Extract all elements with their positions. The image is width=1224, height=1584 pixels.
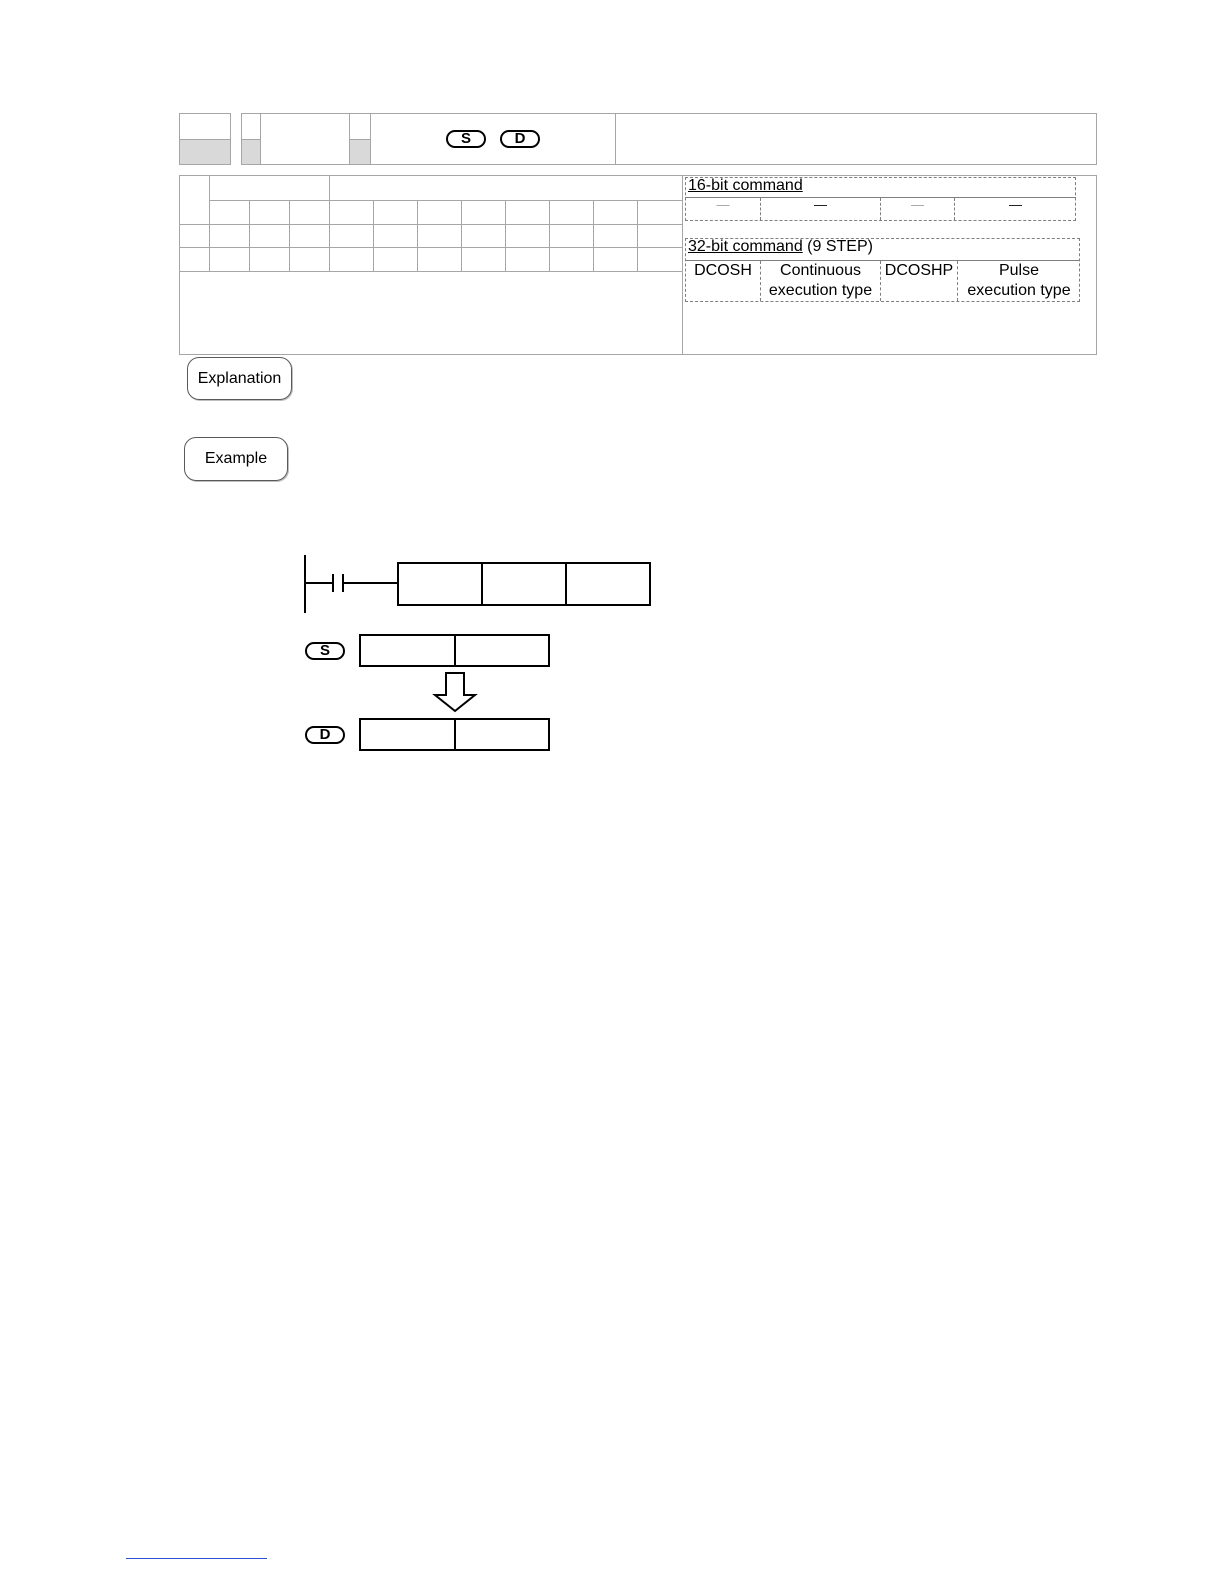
grid-cell [462, 248, 506, 272]
mnemonic-header [241, 113, 1097, 165]
command-16-cell: — [814, 197, 827, 212]
operand-d-box [565, 562, 651, 606]
grid-cell [290, 225, 330, 248]
command-16-cell: — [911, 197, 924, 212]
grid-cell [210, 201, 250, 225]
grid-cell [638, 225, 683, 248]
grid-cell [462, 201, 506, 225]
pulse-type-line1: Pulse [998, 262, 1040, 279]
continuous-type-line2: execution type [768, 282, 873, 299]
p-flag-shade [350, 139, 370, 164]
grid-cell [290, 248, 330, 272]
instruction-box [397, 562, 483, 606]
function-cell [616, 114, 1096, 164]
grid-row-label [180, 225, 210, 248]
dest-register-low [454, 718, 550, 751]
grid-cell [638, 201, 683, 225]
diagram-d-badge: D [305, 726, 345, 744]
command-16-cell: — [716, 197, 730, 212]
example-label: Example [184, 437, 288, 481]
grid-cell [506, 248, 550, 272]
grid-corner [180, 176, 210, 225]
dest-register-high [359, 718, 456, 751]
api-number-box [179, 113, 231, 165]
footer-link-line [126, 1558, 267, 1559]
operand-cell [371, 114, 616, 164]
power-rail [304, 555, 306, 613]
d-flag-cell [242, 114, 261, 164]
mnemonic-pulse: DCOSHP [884, 262, 954, 279]
command-16-title: 16-bit command [688, 177, 803, 194]
grid-cell [550, 201, 594, 225]
grid-cell [418, 248, 462, 272]
grid-cell [290, 201, 330, 225]
grid-cell [550, 248, 594, 272]
command-32-rule [685, 260, 1080, 261]
grid-cell [250, 248, 290, 272]
down-arrow-icon [432, 671, 478, 713]
grid-cell [594, 201, 638, 225]
grid-cell [250, 201, 290, 225]
grid-cell [594, 225, 638, 248]
grid-cell [462, 225, 506, 248]
grid-cell [330, 201, 374, 225]
grid-cell [418, 201, 462, 225]
grid-word-header [330, 176, 683, 201]
grid-cell [250, 225, 290, 248]
mnemonic-cell [261, 114, 350, 164]
rung-wire-left [305, 582, 333, 584]
device-table [179, 175, 1097, 355]
explanation-label: Explanation [187, 357, 292, 400]
contact-bar-left [332, 574, 334, 592]
continuous-type-line1: Continuous [780, 262, 861, 279]
grid-cell [594, 248, 638, 272]
grid-cell [330, 248, 374, 272]
operand-s-box [481, 562, 567, 606]
operand-s-badge: S [446, 130, 486, 148]
mnemonic-continuous: DCOSH [694, 262, 752, 279]
grid-cell [330, 225, 374, 248]
diagram-s-badge: S [305, 642, 345, 660]
grid-cell [550, 225, 594, 248]
grid-cell [374, 225, 418, 248]
command-16-cell: — [1009, 197, 1022, 212]
rung-wire-right [343, 582, 399, 584]
grid-cell [210, 248, 250, 272]
grid-bit-header [210, 176, 330, 201]
source-register-high [359, 634, 456, 667]
grid-cell [374, 201, 418, 225]
command-32-title-row [688, 238, 873, 256]
command-32-title: 32-bit command [688, 238, 803, 255]
grid-cell [638, 248, 683, 272]
pulse-type-line2: execution type [967, 282, 1071, 299]
grid-row-label [180, 248, 210, 272]
command-32-steps: (9 STEP) [802, 238, 873, 255]
d-flag-shade [242, 139, 260, 164]
grid-cell [506, 201, 550, 225]
grid-cell [418, 225, 462, 248]
operand-d-badge: D [500, 130, 540, 148]
grid-cell [506, 225, 550, 248]
grid-cell [374, 248, 418, 272]
api-number-shade [180, 139, 230, 164]
p-flag-cell [350, 114, 371, 164]
grid-cell [210, 225, 250, 248]
source-register-low [454, 634, 550, 667]
